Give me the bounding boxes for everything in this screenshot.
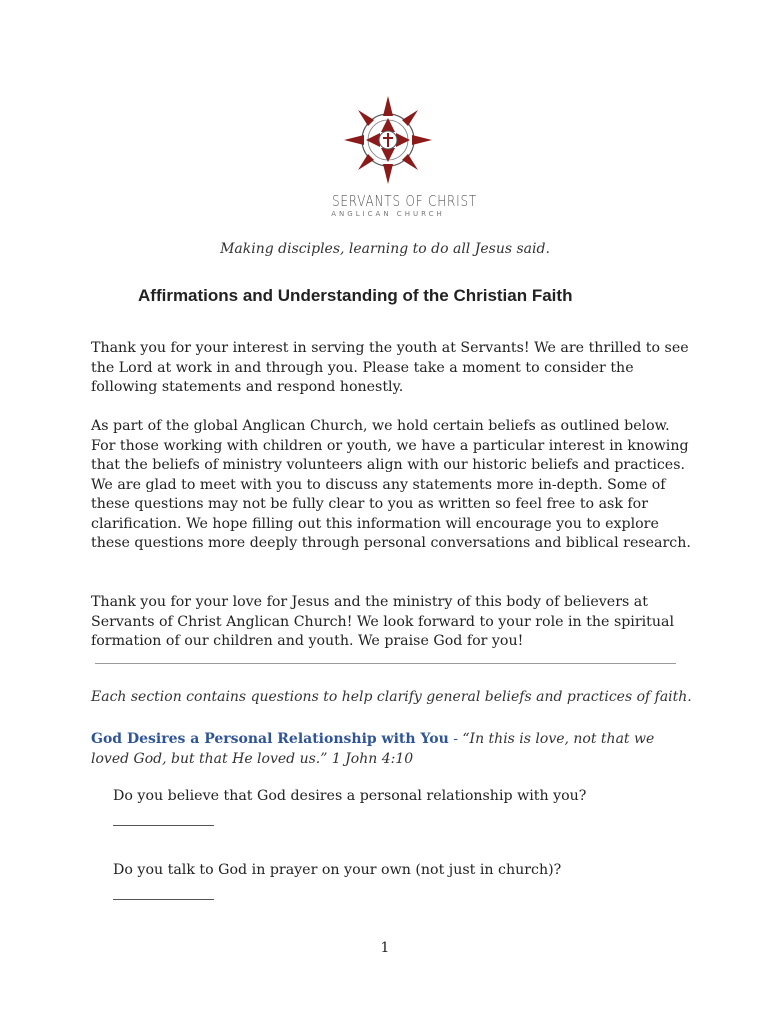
- tagline: Making disciples, learning to do all Jesus said.: [220, 241, 550, 257]
- question-2: Do you talk to God in prayer on your own (not just in church)?: [113, 862, 562, 878]
- compass-cross-icon: [342, 94, 434, 186]
- section-dash: -: [448, 731, 463, 747]
- divider: [95, 663, 676, 664]
- thanks-paragraph: Thank you for your love for Jesus and the ministry of this body of believers at Servants of Christ Anglican Church! We look forward to your role in the spiritual formation of our children and youth. We praise God for you!: [91, 594, 675, 649]
- intro-paragraph: Thank you for your interest in serving the youth at Servants! We are thrilled to see the Lord at work in and through you. Please take a moment to consider the following statements and respond honestly.: [91, 340, 689, 395]
- page-number: 1: [380, 940, 390, 956]
- answer-blank-1[interactable]: [113, 825, 214, 826]
- beliefs-paragraph: As part of the global Anglican Church, we hold certain beliefs as outlined below. For those working with children or youth, we have a particular interest in knowing that the beliefs of ministry volunteers align with our historic beliefs and practices. We are glad to meet with you to discuss any statements more in-depth. Some of these questions may not be fully clear to you as written so feel free to ask for clarification. We hope filling out this information will encourage you to explore these questions more deeply through personal conversations and biblical research.: [91, 418, 691, 551]
- section-heading: God Desires a Personal Relationship with You: [91, 731, 449, 747]
- church-logo: [318, 94, 478, 218]
- page-title: Affirmations and Understanding of the Christian Faith: [138, 286, 573, 305]
- answer-blank-2[interactable]: [113, 899, 214, 900]
- scripture-quote: “In this is love, not that we loved God, but that He loved us.” 1 John 4:10: [91, 731, 655, 767]
- question-1: Do you believe that God desires a personal relationship with you?: [113, 788, 587, 804]
- section-note: Each section contains questions to help clarify general beliefs and practices of faith.: [91, 689, 692, 705]
- logo-name: SERVANTS OF CHRIST: [332, 192, 478, 210]
- section-heading-line: [91, 729, 691, 769]
- logo-subtitle: ANGLICAN CHURCH: [331, 210, 445, 218]
